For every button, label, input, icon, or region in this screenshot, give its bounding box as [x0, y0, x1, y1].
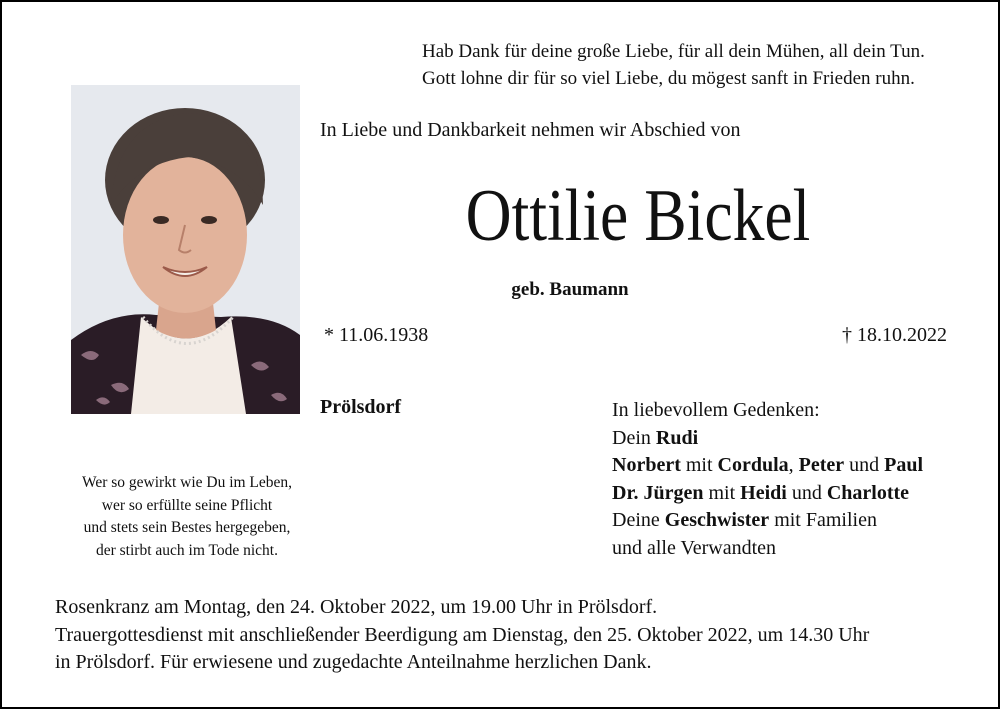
hometown: Prölsdorf [320, 396, 402, 418]
mourner-name: Dr. Jürgen [612, 481, 704, 504]
service-line: in Prölsdorf. Für erwiesene und zugedachte Anteilnahme herzlichen Dank. [55, 651, 652, 673]
text-part: , [788, 454, 799, 476]
mourner-name: Peter [798, 454, 845, 476]
mourner-name: Norbert [612, 454, 681, 476]
portrait-illustration [71, 85, 300, 414]
poem-line: und stets sein Bestes hergegeben, [83, 519, 291, 536]
farewell-intro: In Liebe und Dankbarkeit nehmen wir Abschied von [320, 119, 741, 141]
mourners-heading: In liebevollem Gedenken: [612, 399, 820, 421]
text-part: Dein [612, 426, 656, 449]
death-date: † 18.10.2022 [842, 324, 947, 346]
mourner-name: Cordula [717, 454, 789, 476]
poem-line: der stirbt auch im Tode nicht. [95, 541, 278, 559]
birth-date: * 11.06.1938 [324, 324, 429, 346]
poem-line: wer so erfüllte seine Pflicht [101, 496, 273, 514]
mourner-line: und alle Verwandten [612, 536, 777, 559]
text-part: mit [703, 481, 741, 504]
mourner-line [612, 480, 923, 508]
mourners-list [612, 397, 923, 562]
text-part: und [844, 454, 885, 476]
deceased-name: Ottilie Bickel [465, 175, 811, 257]
mourner-name: Heidi [740, 481, 787, 504]
text-part: und [786, 481, 827, 504]
service-line: Trauergottesdienst mit anschließender Beerdigung am Dienstag, den 25. Oktober 2022, um 14.30 Uhr [55, 623, 870, 646]
maiden-name: geb. Baumann [511, 279, 629, 300]
mourner-line [612, 507, 923, 535]
mourner-name: Paul [884, 454, 924, 476]
text-part: mit Familien [769, 509, 877, 531]
service-line: Rosenkranz am Montag, den 24. Oktober 2022, um 19.00 Uhr in Prölsdorf. [55, 596, 658, 618]
service-details [55, 594, 955, 677]
text-part: Deine [612, 509, 665, 531]
mourner-name: Charlotte [826, 481, 910, 504]
memorial-motto [422, 38, 962, 92]
mourner-name: Geschwister [664, 509, 770, 531]
portrait-photo [71, 85, 300, 414]
poem-line: Wer so gewirkt wie Du im Leben, [81, 474, 293, 491]
motto-line: Hab Dank für deine große Liebe, für all dein Mühen, all dein Tun. [422, 41, 925, 62]
mourner-name: Rudi [655, 426, 699, 449]
mourner-line [612, 425, 923, 453]
motto-line: Gott lohne dir für so viel Liebe, du mögest sanft in Frieden ruhn. [422, 68, 915, 89]
text-part: mit [680, 454, 718, 476]
mourner-line [612, 452, 923, 480]
memorial-poem [42, 472, 332, 562]
